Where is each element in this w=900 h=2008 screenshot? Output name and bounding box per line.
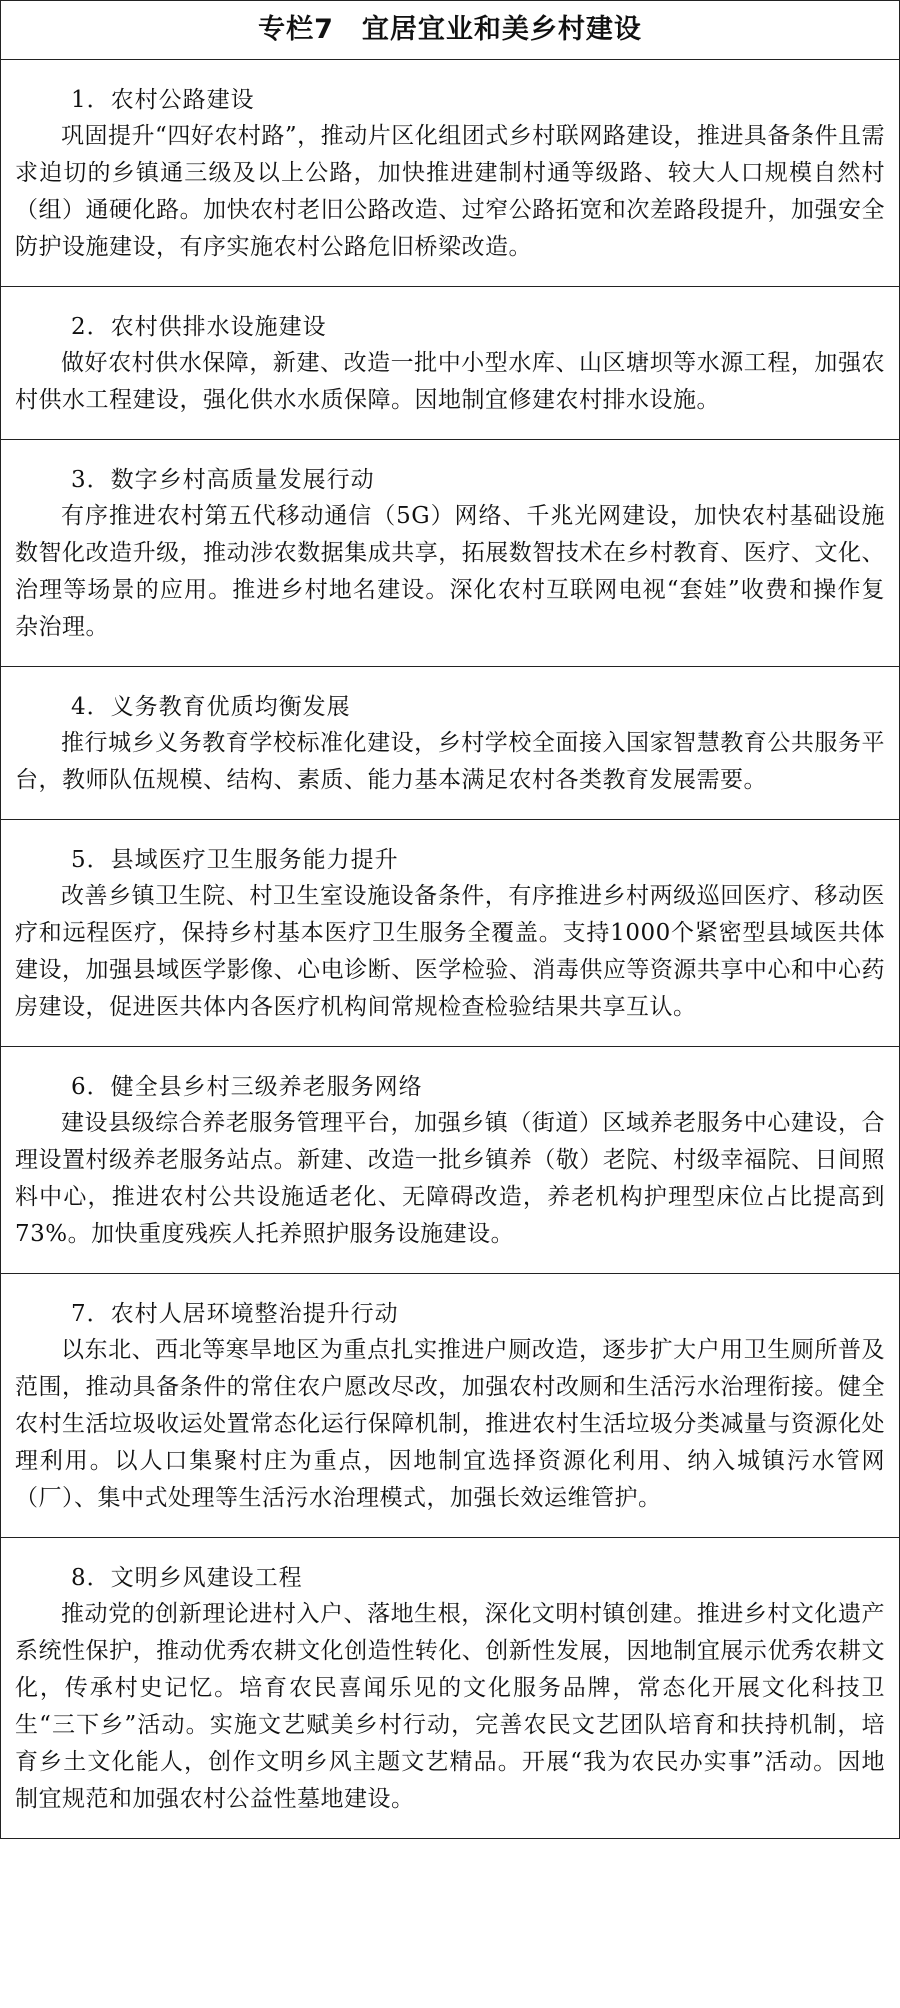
section-heading: 3．数字乡村高质量发展行动 bbox=[71, 467, 375, 493]
section-body: 推行城乡义务教育学校标准化建设，乡村学校全面接入国家智慧教育公共服务平台，教师队伍规模、结构、素质、能力基本满足农村各类教育发展需要。 bbox=[15, 730, 885, 793]
section-water-supply bbox=[1, 287, 899, 440]
section-county-healthcare bbox=[1, 820, 899, 1047]
section-civilized-customs bbox=[1, 1538, 899, 1838]
column-title: 专栏7 宜居宜业和美乡村建设 bbox=[1, 1, 899, 60]
section-elderly-care bbox=[1, 1047, 899, 1274]
section-body: 有序推进农村第五代移动通信（5G）网络、千兆光网建设，加快农村基础设施数智化改造升级，推动涉农数据集成共享，拓展数智技术在乡村教育、医疗、文化、治理等场景的应用。推进乡村地名建设。深化农村互联网电视“套娃”收费和操作复杂治理。 bbox=[15, 503, 885, 640]
section-digital-village bbox=[1, 440, 899, 667]
section-heading: 5．县域医疗卫生服务能力提升 bbox=[71, 847, 399, 873]
section-heading: 8．文明乡风建设工程 bbox=[71, 1565, 303, 1591]
section-body: 改善乡镇卫生院、村卫生室设施设备条件，有序推进乡村两级巡回医疗、移动医疗和远程医疗，保持乡村基本医疗卫生服务全覆盖。支持1000个紧密型县域医共体建设，加强县域医学影像、心电诊断、医学检验、消毒供应等资源共享中心和中心药房建设，促进医共体内各医疗机构间常规检查检验结果共享互认。 bbox=[15, 883, 885, 1020]
section-compulsory-education bbox=[1, 667, 899, 820]
section-body: 推动党的创新理论进村入户、落地生根，深化文明村镇创建。推进乡村文化遗产系统性保护，推动优秀农耕文化创造性转化、创新性发展，因地制宜展示优秀农耕文化，传承村史记忆。培育农民喜闻乐见的文化服务品牌，常态化开展文化科技卫生“三下乡”活动。实施文艺赋美乡村行动，完善农民文艺团队培育和扶持机制，培育乡土文化能人，创作文明乡风主题文艺精品。开展“我为农民办实事”活动。因地制宜规范和加强农村公益性墓地建设。 bbox=[15, 1601, 885, 1812]
section-body: 以东北、西北等寒旱地区为重点扎实推进户厕改造，逐步扩大户用卫生厕所普及范围，推动具备条件的常住农户愿改尽改，加强农村改厕和生活污水治理衔接。健全农村生活垃圾收运处置常态化运行保障机制，推进农村生活垃圾分类减量与资源化处理利用。以人口集聚村庄为重点，因地制宜选择资源化利用、纳入城镇污水管网（厂）、集中式处理等生活污水治理模式，加强长效运维管护。 bbox=[15, 1337, 885, 1511]
section-heading: 4．义务教育优质均衡发展 bbox=[71, 694, 351, 720]
section-heading: 2．农村供排水设施建设 bbox=[71, 314, 327, 340]
section-body: 做好农村供水保障，新建、改造一批中小型水库、山区塘坝等水源工程，加强农村供水工程建设，强化供水水质保障。因地制宜修建农村排水设施。 bbox=[15, 350, 885, 413]
section-rural-roads bbox=[1, 60, 899, 287]
section-body: 巩固提升“四好农村路”，推动片区化组团式乡村联网路建设，推进具备条件且需求迫切的乡镇通三级及以上公路，加快推进建制村通等级路、较大人口规模自然村（组）通硬化路。加快农村老旧公路改造、过窄公路拓宽和次差路段提升，加强安全防护设施建设，有序实施农村公路危旧桥梁改造。 bbox=[15, 123, 885, 260]
section-heading: 7．农村人居环境整治提升行动 bbox=[71, 1301, 399, 1327]
section-heading: 1．农村公路建设 bbox=[71, 87, 255, 113]
section-heading: 6．健全县乡村三级养老服务网络 bbox=[71, 1074, 423, 1100]
section-living-environment bbox=[1, 1274, 899, 1538]
section-body: 建设县级综合养老服务管理平台，加强乡镇（街道）区域养老服务中心建设，合理设置村级养老服务站点。新建、改造一批乡镇养（敬）老院、村级幸福院、日间照料中心，推进农村公共设施适老化、无障碍改造，养老机构护理型床位占比提高到73%。加快重度残疾人托养照护服务设施建设。 bbox=[15, 1110, 885, 1247]
